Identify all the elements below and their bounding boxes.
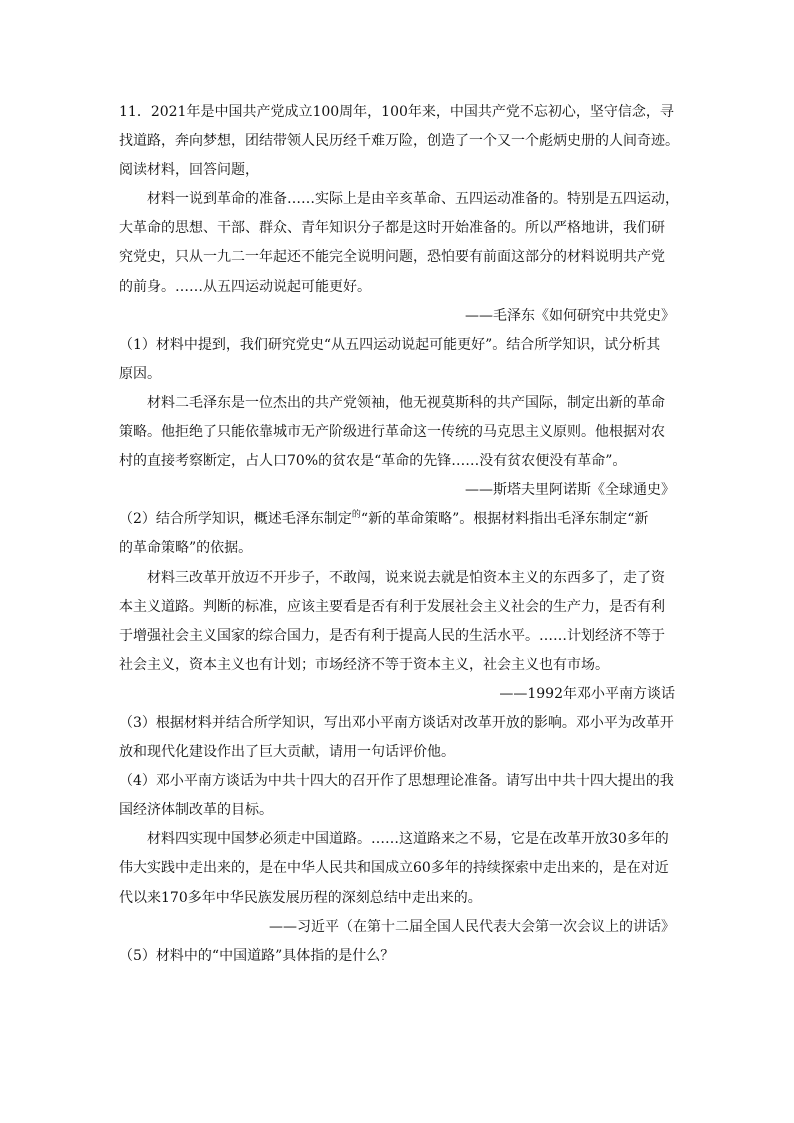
material-three: [119, 564, 675, 680]
material-four: [119, 825, 675, 912]
material-line: 大革命的思想、干部、群众、青年知识分子都是这时开始准备的。所以严格地讲，我们研: [119, 220, 665, 237]
sub-question-5: （5）材料中的“中国道路”具体指的是什么？: [119, 947, 395, 964]
intro-line: 阅读材料，回答问题，: [119, 162, 259, 179]
material-line: 究党史，只从一九二一年起还不能完全说明问题，恐怕要有前面这部分的材料说明共产党: [119, 249, 665, 266]
sub-question-3: [119, 709, 675, 767]
material-source: ——毛泽东《如何研究中共党史》: [465, 307, 675, 324]
material-line: 材料四实现中国梦必须走中国道路。……这道路来之不易，它是在改革开放30多年的: [147, 831, 669, 848]
question-superscript: 的: [351, 510, 361, 521]
question-line: 国经济体制改革的目标。: [119, 802, 273, 819]
sub-question-4: [119, 767, 675, 825]
question-text: “新的革命策略”。根据材料指出毛泽东制定“新: [360, 511, 649, 528]
question-line: （3）根据材料并结合所学知识，写出邓小平南方谈话对改革开放的影响。邓小平为改革开: [119, 714, 674, 731]
intro-line: [119, 98, 675, 127]
material-one: [119, 185, 679, 301]
material-line: 村的直接考察断定，占人口70%的贫农是“革命的先锋……没有贫农便没有革命”。: [119, 453, 627, 470]
material-line: 伟大实践中走出来的，是在中华人民共和国成立60多年的持续探索中走出来的，是在对近: [119, 860, 669, 877]
material-line: 于增强社会主义国家的综合国力，是否有利于提高人民的生活水平。……计划经济不等于: [119, 627, 665, 644]
question-line: 的革命策略”的依据。: [119, 540, 253, 557]
material-line: 本主义道路。判断的标准，应该主要看是否有利于发展社会主义社会的生产力，是否有利: [119, 598, 665, 615]
question-intro: [119, 98, 679, 185]
material-source: ——习近平（在第十二届全国人民代表大会第一次会议上的讲话》: [269, 918, 675, 935]
sub-question-1: [119, 331, 675, 389]
question-line: （4）邓小平南方谈话为中共十四大的召开作了思想理论准备。请写出中共十四大提出的我: [119, 773, 674, 790]
material-line: 材料三改革开放迈不开步子，不敢闯，说来说去就是怕资本主义的东西多了，走了资: [147, 569, 665, 586]
material-source: ——斯塔夫里阿诺斯《全球通史》: [465, 482, 675, 499]
material-line: 社会主义，资本主义也有计划；市场经济不等于资本主义，社会主义也有市场。: [119, 656, 609, 673]
question-page: [119, 98, 679, 971]
question-line: 原因。: [119, 365, 161, 382]
material-line: 代以来170多年中华民族发展历程的深刻总结中走出来的。: [119, 889, 482, 906]
material-line: 材料二毛泽东是一位杰出的共产党领袖，他无视莫斯科的共产国际，制定出新的革命: [147, 394, 665, 411]
intro-line: 找道路，奔向梦想，团结带领人民历经千难万险，创造了一个又一个彪炳史册的人间奇迹。: [119, 133, 679, 150]
question-line: 放和现代化建设作出了巨大贡献，请用一句话评价他。: [119, 744, 455, 761]
question-text: （2）结合所学知识，概述毛泽东制定: [119, 511, 352, 528]
question-line: （1）材料中提到，我们研究党史“从五四运动说起可能更好”。结合所学知识，试分析其: [119, 336, 661, 353]
intro-line-text: 11．2021年是中国共产党成立100周年，100年来，中国共产党不忘初心，坚守信念，寻: [119, 104, 674, 120]
material-line: 的前身。……从五四运动说起可能更好。: [119, 278, 371, 295]
sub-question-2: [119, 505, 675, 563]
material-two: [119, 389, 675, 476]
material-source: ——1992年邓小平南方谈话: [499, 685, 675, 702]
material-line: 材料一说到革命的准备……实际上是由辛亥革命、五四运动准备的。特别是五四运动，: [147, 191, 679, 208]
material-line: 策略。他拒绝了只能依靠城市无产阶级进行革命这一传统的马克思主义原则。他根据对农: [119, 424, 665, 441]
question-line: [119, 505, 675, 534]
